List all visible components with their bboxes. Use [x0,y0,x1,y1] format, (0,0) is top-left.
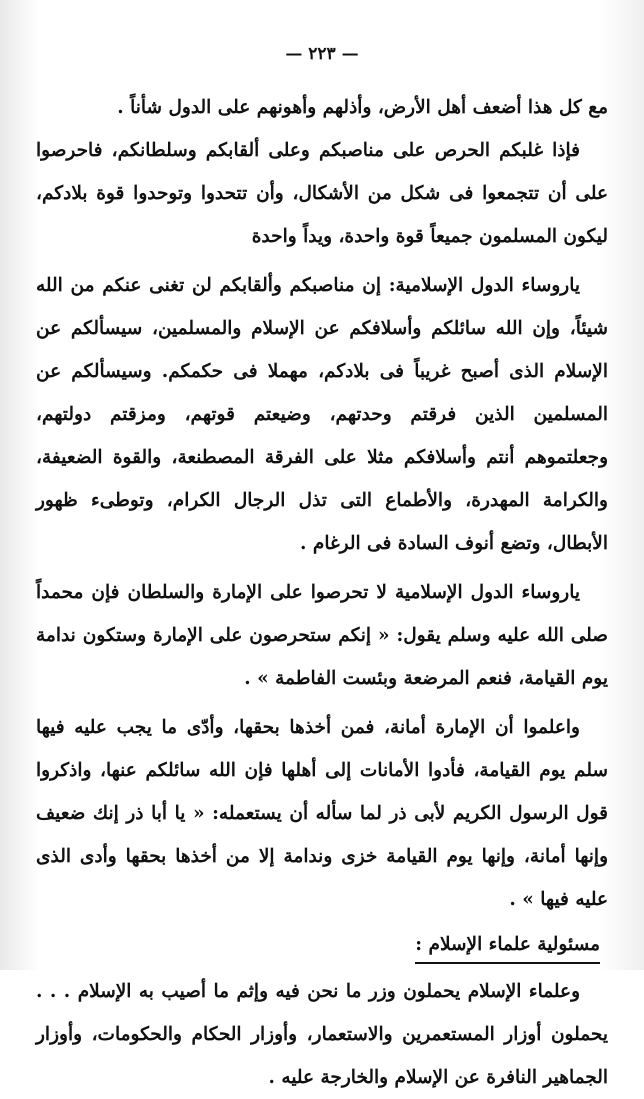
section-heading-wrap [36,923,608,970]
paragraph-final: وعلماء الإسلام يحملون وزر ما نحن فيه وإثم ما أصيب به الإسلام . . . يحملون أوزار المستعمرين والاستعمار، وأوزار الحكام والحكومات، وأوزار الجماهير النافرة عن الإسلام والخارجة عليه . [36,981,608,1088]
paragraph-2: فإذا غلبكم الحرص على مناصبكم وعلى ألقابكم وسلطانكم، فاحرصوا على أن تتجمعوا فى شكل من الأشكال، وأن تتحدوا وتوحدوا قوة بلادكم، ليكون المسلمون جميعاً قوة واحدة، ويداً واحدة [36,140,608,247]
paragraph-4: ياروساء الدول الإسلامية لا تحرصوا على الإمارة والسلطان فإن محمداً صلى الله عليه وسلم يقول: « إنكم ستحرصون على الإمارة وستكون ندامة يوم القيامة، فنعم المرضعة وبئست الفاطمة » . [36,582,608,689]
paragraph-5: واعلموا أن الإمارة أمانة، فمن أخذها بحقها، وأدّى ما يجب عليه فيها سلم يوم القيامة، فأدوا الأمانات إلى أهلها فإن الله سائلكم عنها، واذكروا قول الرسول الكريم لأبى ذر لما سأله أن يستعمله: « يا أبا ذر إنك ضعيف وإنها أمانة، وإنها يوم القيامة خزى وندامة إلا من أخذها بحقها وأدى الذى عليه فيها » . [36,717,608,910]
paragraph-3: ياروساء الدول الإسلامية: إن مناصبكم وألقابكم لن تغنى عنكم من الله شيئاً، وإن الله سائلكم وأسلافكم عن الإسلام والمسلمين، سيسألكم عن الإسلام الذى أصبح غريباً فى بلادكم، مهملا فى حكمكم. وسيسألكم عن المسلمين الذين فرقتم وحدتهم، وضيعتم قوتهم، ومزقتم دولتهم، وجعلتموهم أنتم وأسلافكم مثلا على الفرقة المصطنعة، والقوة الضعيفة، والكرامة المهدرة، والأطماع التى تذل الرجال الكرام، وتوطىء ظهور الأبطال، وتضع أنوف السادة فى الرغام . [36,275,608,554]
page-number: — ٢٢٣ — [285,44,359,64]
final-section [36,970,608,1099]
paragraph-1: مع كل هذا أضعف أهل الأرض، وأذلهم وأهونهم على الدول شأناً . [117,97,608,118]
body-text [36,86,608,1099]
section-heading: مسئولية علماء الإسلام : [415,928,600,964]
